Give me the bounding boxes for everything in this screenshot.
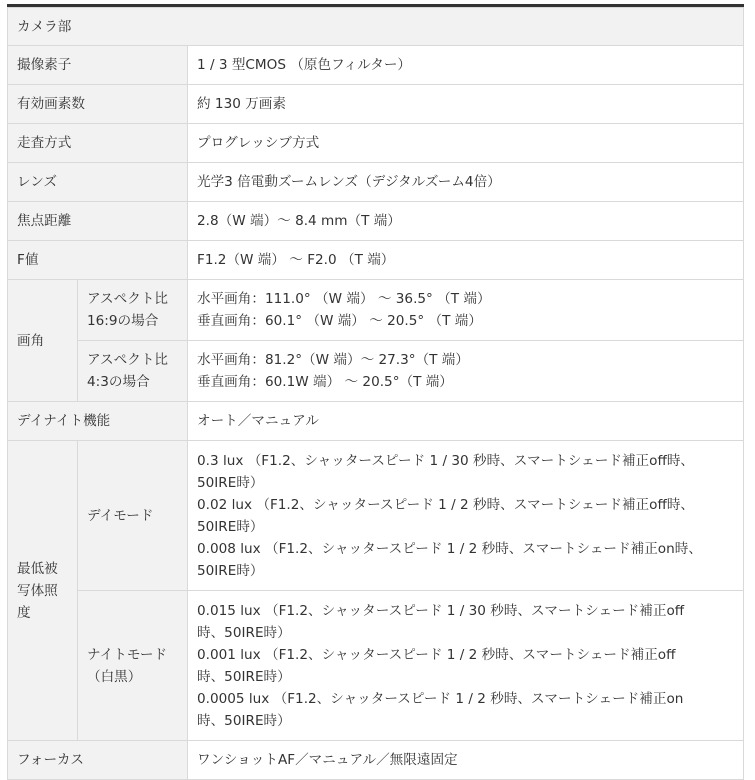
value-line: 0.0005 lux （F1.2、シャッタースピード 1 / 2 秒時、スマートシェード補正on [197,690,684,707]
sub-label-line: 16:9の場合 [87,313,159,329]
value-line: 水平画角：111.0° （W 端） ～ 36.5° （T 端） [197,291,491,307]
row-label-sensor: 撮像素子 [8,46,188,85]
row-label-focus: フォーカス [8,741,188,780]
value-line: 時、50IRE時） [197,624,291,641]
value-line: 水平画角：81.2°（W 端）～ 27.3°（T 端） [197,352,469,368]
sub-label-line: アスペクト比 [87,352,169,368]
row-value-sensor: 1 / 3 型CMOS （原色フィルター） [188,46,744,85]
row-label-fvalue: F値 [8,241,188,280]
spec-table-container [7,4,744,780]
table-row [8,441,744,591]
illum-value-night [188,591,744,741]
value-line: 0.015 lux （F1.2、シャッタースピード 1 / 30 秒時、スマートシェード補正off [197,602,685,619]
illum-value-day [188,441,744,591]
angle-sub-label-4-3 [78,341,188,402]
table-row [8,241,744,280]
row-label-lens: レンズ [8,163,188,202]
value-line: 垂直画角：60.1W 端） ～ 20.5°（T 端） [197,374,453,390]
value-line: 50IRE時） [197,562,264,579]
row-value-daynight: オート／マニュアル [188,402,744,441]
value-line: 50IRE時） [197,474,264,491]
angle-value-4-3 [188,341,744,402]
row-value-lens: 光学3 倍電動ズームレンズ（デジタルズーム4倍） [188,163,744,202]
table-row [8,402,744,441]
value-line: 0.008 lux （F1.2、シャッタースピード 1 / 2 秒時、スマートシェード補正on時、 [197,540,702,557]
table-row [8,124,744,163]
row-value-focal: 2.8（W 端）～ 8.4 mm（T 端） [188,202,744,241]
row-label-illumination [8,441,78,741]
camera-spec-table [7,7,744,780]
value-line: 時、50IRE時） [197,712,291,729]
row-value-pixels: 約 130 万画素 [188,85,744,124]
row-label-scan: 走査方式 [8,124,188,163]
table-row [8,202,744,241]
row-label-focal: 焦点距離 [8,202,188,241]
value-line: 時、50IRE時） [197,668,291,685]
row-value-scan: プログレッシブ方式 [188,124,744,163]
angle-sub-label-16-9 [78,280,188,341]
table-row [8,163,744,202]
sub-label-line: （白黒） [87,668,142,685]
table-row [8,341,744,402]
row-value-focus: ワンショットAF／マニュアル／無限遠固定 [188,741,744,780]
table-row [8,46,744,85]
section-title: カメラ部 [8,8,744,46]
sub-label-line: アスペクト比 [87,291,169,307]
row-label-daynight: デイナイト機能 [8,402,188,441]
label-line: 度 [17,604,31,621]
value-line: 0.3 lux （F1.2、シャッタースピード 1 / 30 秒時、スマートシェード補正off時、 [197,452,695,469]
table-row [8,85,744,124]
value-line: 0.02 lux （F1.2、シャッタースピード 1 / 2 秒時、スマートシェード補正off時、 [197,496,695,513]
sub-label-line: 4:3の場合 [87,374,150,390]
label-line: 写体照 [17,582,58,599]
value-line: 0.001 lux （F1.2、シャッタースピード 1 / 2 秒時、スマートシェード補正off [197,646,676,663]
illum-sub-label-night [78,591,188,741]
row-label-pixels: 有効画素数 [8,85,188,124]
value-line: 垂直画角：60.1° （W 端） ～ 20.5° （T 端） [197,313,482,329]
angle-value-16-9 [188,280,744,341]
sub-label-line: ナイトモード [87,646,168,663]
value-line: 50IRE時） [197,518,264,535]
table-row [8,591,744,741]
label-line: 最低被 [17,560,58,577]
illum-sub-label-day: デイモード [78,441,188,591]
row-value-fvalue: F1.2（W 端） ～ F2.0 （T 端） [188,241,744,280]
table-row [8,741,744,780]
row-label-angle: 画角 [8,280,78,402]
table-row [8,280,744,341]
